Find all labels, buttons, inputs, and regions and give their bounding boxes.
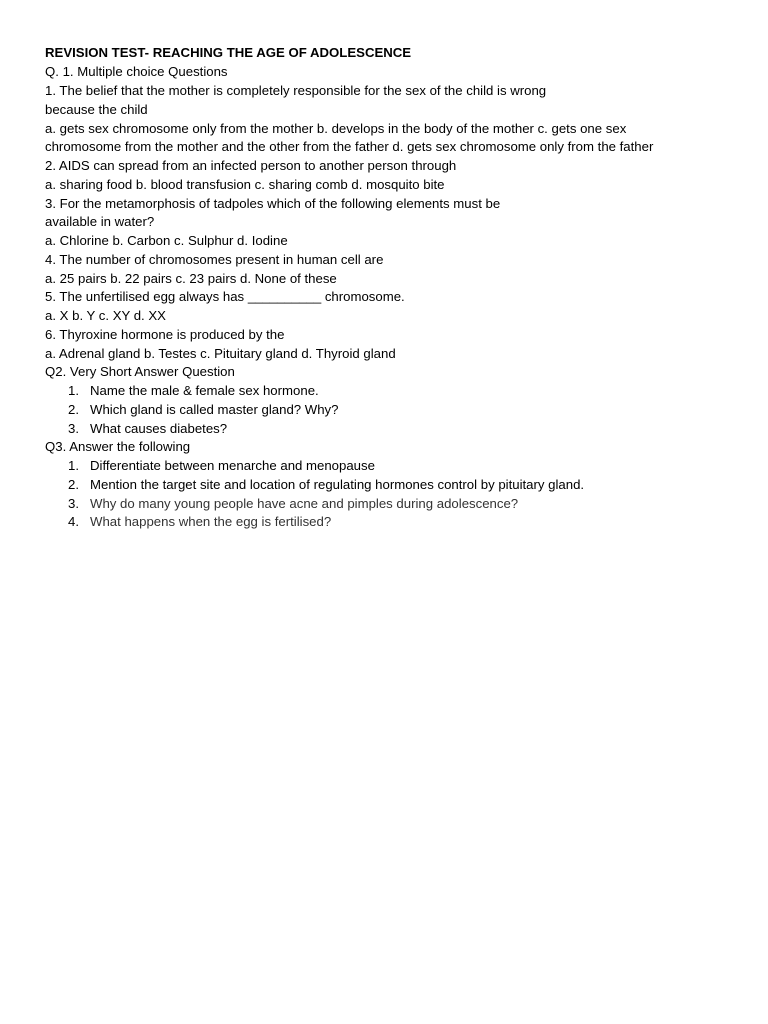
list-item-text: Why do many young people have acne and pimples during adolescence?	[90, 495, 519, 511]
document-page	[45, 44, 745, 532]
list-number: 1.	[68, 383, 79, 398]
list-item	[45, 476, 745, 495]
q1-line: a. 25 pairs b. 22 pairs c. 23 pairs d. None of these	[45, 270, 337, 286]
list-number: 2.	[68, 476, 79, 492]
list-item	[45, 420, 745, 439]
list-item-text: Differentiate between menarche and menopause	[90, 458, 375, 473]
list-item-text: Mention the target site and location of regulating hormones control by pituitary gland.	[90, 476, 585, 492]
document-title: REVISION TEST- REACHING THE AGE OF ADOLESCENCE	[45, 45, 412, 60]
list-item	[45, 401, 745, 420]
q1-line: 2. AIDS can spread from an infected person to another person through	[45, 158, 457, 173]
list-item	[45, 495, 745, 514]
list-item	[45, 457, 745, 476]
q1-line: a. X b. Y c. XY d. XX	[45, 308, 166, 323]
q3-heading: Q3. Answer the following	[45, 439, 191, 455]
list-number: 3.	[68, 420, 79, 436]
list-item-text: What causes diabetes?	[90, 420, 228, 436]
list-number: 3.	[68, 495, 79, 511]
q1-line: 4. The number of chromosomes present in human cell are	[45, 251, 384, 267]
q3-list	[45, 457, 745, 532]
q1-line: 6. Thyroxine hormone is produced by the	[45, 326, 285, 342]
list-item-text: Name the male & female sex hormone.	[90, 383, 319, 398]
q2-list	[45, 382, 745, 438]
q1-line: available in water?	[45, 214, 155, 230]
list-number: 1.	[68, 458, 79, 473]
q1-line: 3. For the metamorphosis of tadpoles which of the following elements must be	[45, 195, 501, 211]
list-number: 4.	[68, 514, 79, 530]
q1-heading: Q. 1. Multiple choice Questions	[45, 64, 228, 80]
q1-line: a. Chlorine b. Carbon c. Sulphur d. Iodine	[45, 233, 288, 248]
q1-line: because the child	[45, 101, 148, 117]
q1-line: a. gets sex chromosome only from the mother b. develops in the body of the mother c. gets one sex	[45, 120, 627, 136]
list-item-text: What happens when the egg is fertilised?	[90, 514, 332, 530]
q1-line: a. Adrenal gland b. Testes c. Pituitary gland d. Thyroid gland	[45, 345, 396, 361]
q1-line: chromosome from the mother and the other from the father d. gets sex chromosome only from the father	[45, 139, 654, 155]
list-number: 2.	[68, 401, 79, 417]
list-item-text: Which gland is called master gland? Why?	[90, 401, 339, 417]
q2-heading: Q2. Very Short Answer Question	[45, 364, 235, 380]
list-item	[45, 382, 745, 401]
q1-line: 5. The unfertilised egg always has __________ chromosome.	[45, 289, 405, 305]
q1-line: a. sharing food b. blood transfusion c. sharing comb d. mosquito bite	[45, 176, 445, 192]
list-item	[45, 513, 745, 532]
q1-line: 1. The belief that the mother is completely responsible for the sex of the child is wrong	[45, 83, 547, 98]
